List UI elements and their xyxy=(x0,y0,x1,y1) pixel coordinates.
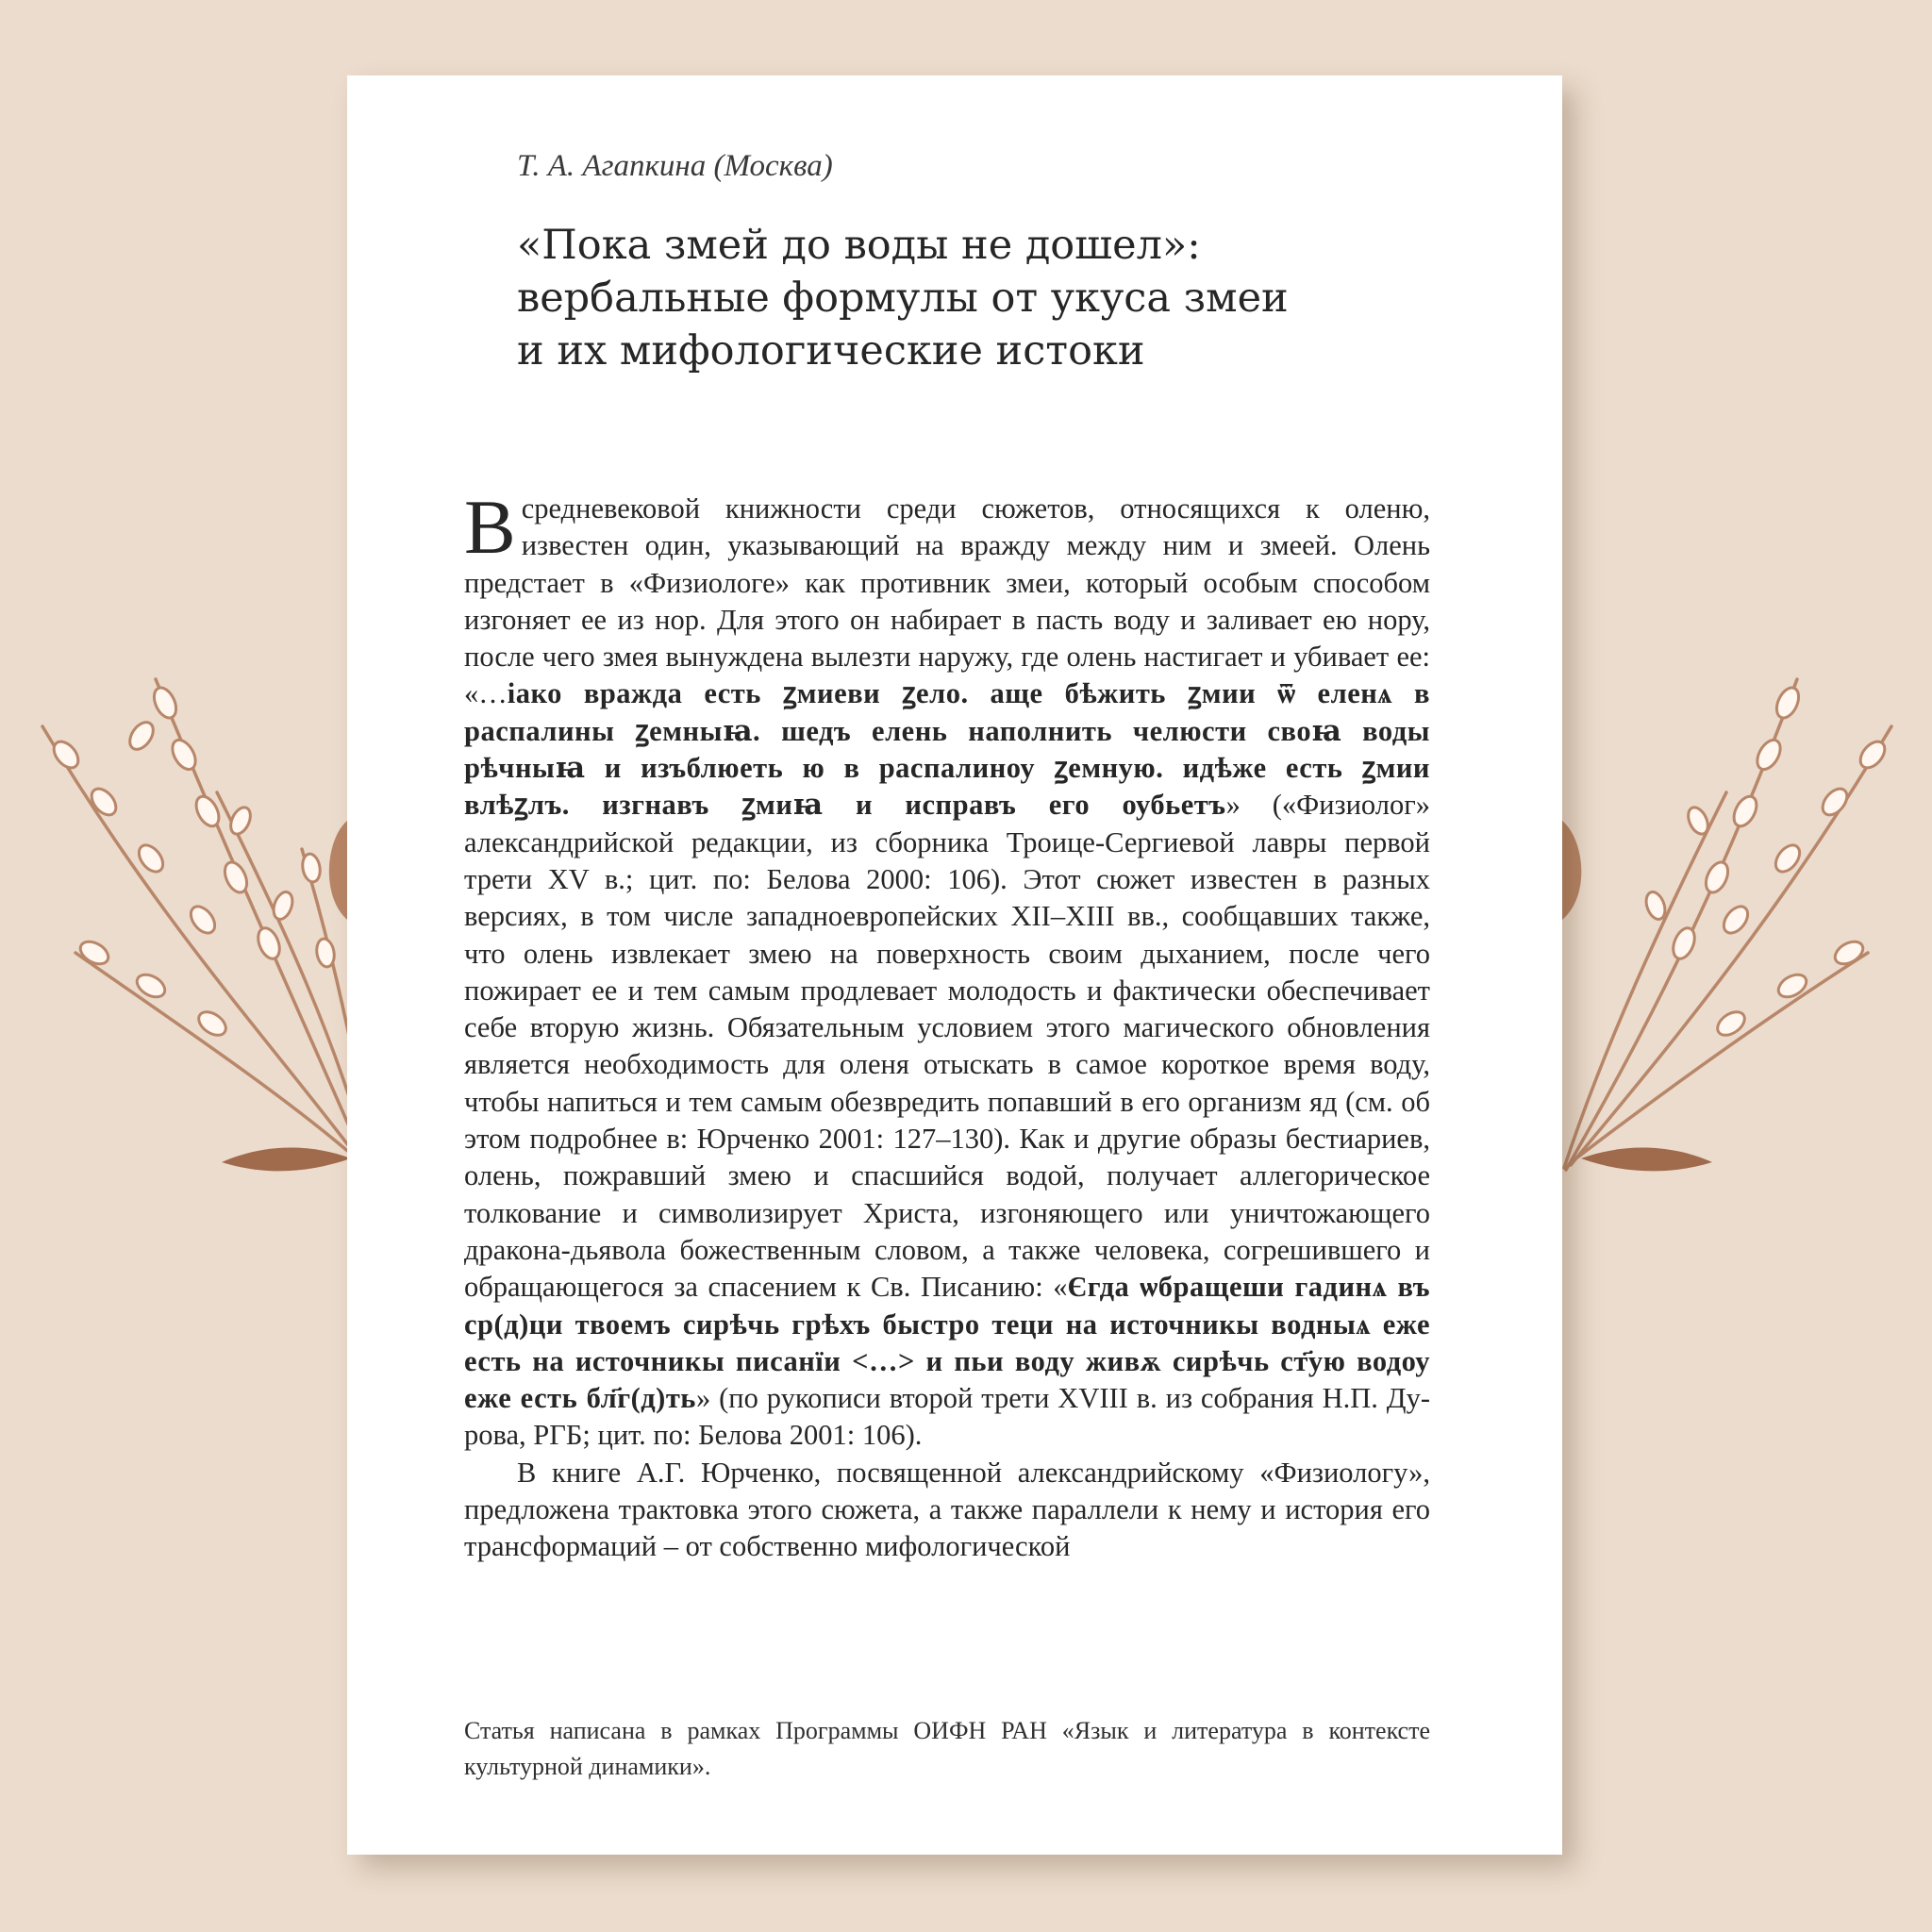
paragraph xyxy=(464,484,1430,1455)
church-slavonic-quote: іако вражда есть ꙁмиеви ꙁело. аще бѣжить ꙁмии ѿ еленѧ в распалины ꙁемныꙗ. шедъ елень наполнить челюсти своꙗ воды рѣчныꙗ и изъблюеть ю в распалиноу ꙁемную. идѣже есть ꙁмии влѣꙁлъ. изгнавъ ꙁмиꙗ и исправъ его оубьетъ xyxy=(464,677,1430,822)
book-page xyxy=(347,75,1562,1855)
footnote: Статья написана в рамках Программы ОИФН РАН «Язык и литература в контексте культурной динамики». xyxy=(464,1717,1430,1780)
article-author: Т. А. Агапкина (Москва) xyxy=(517,149,833,183)
title-line: «Пока змей до воды не дошел»: xyxy=(517,222,1201,269)
title-line: вербальные формулы от укуса змеи xyxy=(517,275,1289,322)
article-title xyxy=(517,219,1441,377)
church-slavonic-quote: Єгда ѡбращеши гадинѧ въ ср(д)ци твоемъ сирѣчь грѣхъ быстро теци на источникы водныѧ еже есть на источникы писанїи <…> и пьи воду живѫ сирѣчь ст҃ую водоу еже есть бл҃г(д)ть xyxy=(464,1271,1430,1415)
drop-cap: В xyxy=(464,484,516,570)
body-text: » (по рукописи второй трети XVIII в. из собрания Н.П. Дурова, РГБ; цит. по: Белова 2001: 106). xyxy=(464,1382,1430,1452)
willow-branch-right xyxy=(1562,679,1891,1171)
paragraph: В книге А.Г. Юрченко, посвященной александрийскому «Физиологу», предложена трактовка этого сюжета, а также параллели к нему и история его трансформаций – от собственно мифологической xyxy=(464,1456,1430,1563)
title-line: и их мифологические истоки xyxy=(517,327,1145,375)
article-body xyxy=(464,484,1430,1566)
body-text: средневековой книжности среди сюжетов, относящихся к оленю, известен один, указывающий на вражду между ним и змеей. Олень предстает в «Физиологе» как противник змеи, который особым способом изгоняет ее из нор. Для этого он набирает в пасть воду и заливает ею нору, после чего змея вынуждена вылезти наружу, где олень настигает и убивает ее: «… xyxy=(464,492,1430,710)
body-text: » («Физиолог» александрийской редакции, из сборника Троице-Сергиевой лавры первой трети XV в.; цит. по: Белова 2000: 106). Этот сюжет известен в разных версиях, в том числе западноевропейских XII–XIII вв., сообщавших также, что олень извлекает змею на поверхность своим дыханием, после чего пожирает ее и тем самым продлевает молодость и фактически обеспечивает себе вторую жизнь. Обязательным условием этого магического обновления является необходимость для оленя отыскать в самое короткое время воду, чтобы напиться и тем самым обезвредить попавший в его организм яд (см. об этом подробнее в: Юрченко 2001: 127–130). Как и другие образы бестиариев, олень, пожравший змею и спасшийся водой, получает аллегорическое толкование и символизирует Христа, изгоняющего или уничтожающего дракона-дьявола божественным словом, а также человека, согрешившего и обращающегося за спасением к Св. Писанию: « xyxy=(464,789,1430,1304)
willow-branch-left xyxy=(42,679,373,1171)
